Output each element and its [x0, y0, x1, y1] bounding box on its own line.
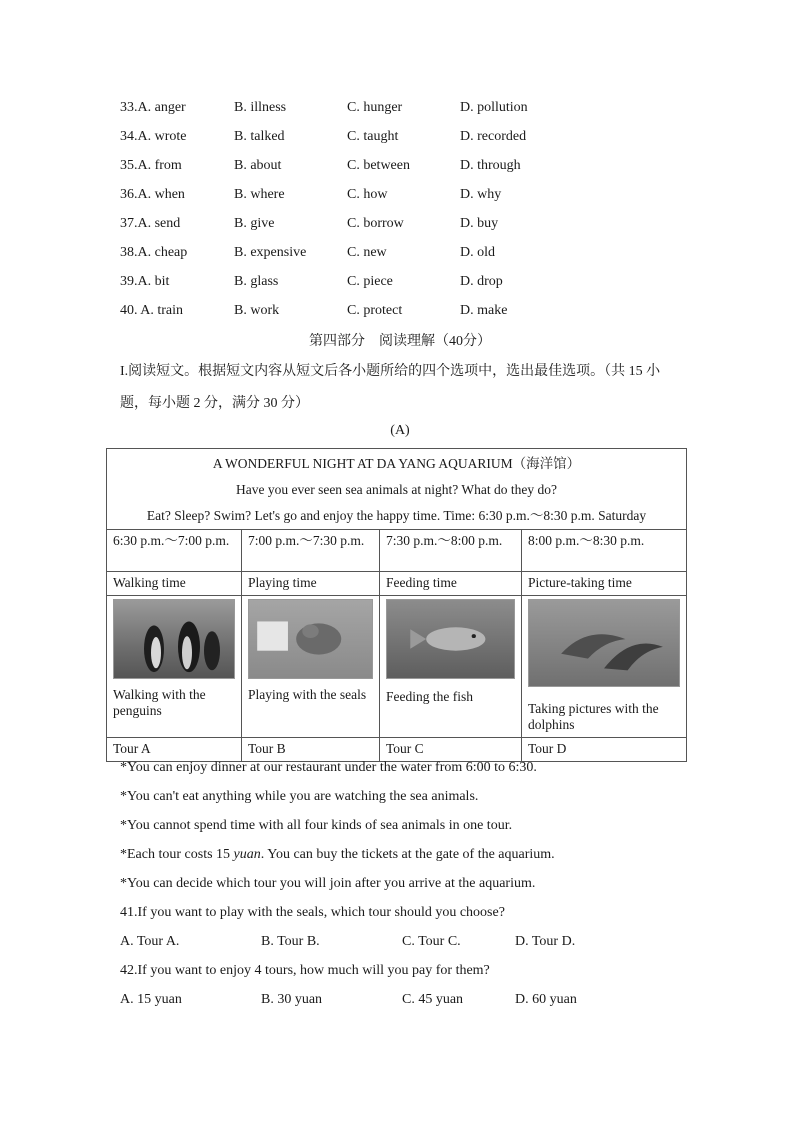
option-c: C. how [347, 187, 388, 202]
question-option: D. Tour D. [515, 934, 576, 949]
photo-caption: Taking pictures with the dolphins [528, 701, 659, 732]
instructions-line-1: I.阅读短文。根据短文内容从短文后各小题所给的四个选项中，选出最佳选项。（共 15 小 [120, 364, 661, 379]
tour-row [107, 738, 687, 762]
option-a: 35.A. from [120, 158, 182, 173]
tour-cell: Tour C [380, 738, 522, 762]
section-title: 第四部分 阅读理解（40分） [309, 334, 491, 349]
tour-cell: Tour D [522, 738, 687, 762]
option-c: C. new [347, 245, 387, 260]
note-cost [120, 847, 555, 863]
seal-icon [249, 600, 372, 678]
option-c: C. hunger [347, 100, 403, 115]
option-c: C. protect [347, 303, 403, 318]
question-42-stem: 42.If you want to enjoy 4 tours, how much will you pay for them? [120, 963, 490, 978]
photo-cell [242, 596, 380, 738]
photo-row [107, 596, 687, 738]
option-a: 40. A. train [120, 303, 183, 318]
note-no-eating: *You can't eat anything while you are watching the sea animals. [120, 789, 479, 804]
photo-cell [107, 596, 242, 738]
question-option: A. 15 yuan [120, 992, 182, 1007]
instructions-line-2: 题，每小题 2 分，满分 30 分） [120, 396, 309, 411]
activity-cell: Feeding time [380, 572, 522, 596]
option-b: B. glass [234, 274, 279, 289]
option-c: C. taught [347, 129, 399, 144]
option-b: B. expensive [234, 245, 307, 260]
fish-photo [386, 599, 515, 679]
activity-row [107, 572, 687, 596]
note-decide: *You can decide which tour you will join after you arrive at the aquarium. [120, 876, 536, 891]
option-a: 34.A. wrote [120, 129, 187, 144]
option-d: D. recorded [460, 129, 527, 144]
note-cost-before: *Each tour costs 15 [120, 847, 234, 862]
tour-cell: Tour A [107, 738, 242, 762]
fish-icon [387, 600, 514, 678]
time-cell: 7:00 p.m.～7:30 p.m. [242, 530, 380, 572]
table-title: A WONDERFUL NIGHT AT DA YANG AQUARIUM（海洋馆） [212, 456, 581, 471]
photo-cell [380, 596, 522, 738]
penguin-icon [114, 600, 234, 678]
option-c: C. between [347, 158, 410, 173]
question-option: B. 30 yuan [261, 992, 323, 1007]
option-b: B. illness [234, 100, 287, 115]
question-option: C. 45 yuan [402, 992, 464, 1007]
note-cost-after: . You can buy the tickets at the gate of the aquarium. [260, 847, 555, 862]
time-row [107, 530, 687, 572]
photo-caption: Feeding the fish [386, 689, 473, 704]
option-d: D. why [460, 187, 502, 202]
activity-cell: Picture-taking time [522, 572, 687, 596]
note-cost-currency: yuan [233, 847, 261, 862]
table-intro: Eat? Sleep? Swim? Let's go and enjoy the happy time. Time: 6:30 p.m.～8:30 p.m. Saturday [146, 508, 647, 523]
seals-photo [248, 599, 373, 679]
option-a: 39.A. bit [120, 274, 170, 289]
tour-cell: Tour B [242, 738, 380, 762]
time-cell: 8:00 p.m.～8:30 p.m. [522, 530, 687, 572]
question-option: C. Tour C. [402, 934, 461, 949]
penguins-photo [113, 599, 235, 679]
table-header [107, 449, 687, 530]
dolphin-icon [529, 600, 679, 686]
photo-caption: Playing with the seals [248, 687, 367, 702]
option-b: B. about [234, 158, 282, 173]
option-d: D. make [460, 303, 508, 318]
question-option: D. 60 yuan [515, 992, 577, 1007]
dolphins-photo [528, 599, 680, 687]
activity-cell: Playing time [242, 572, 380, 596]
passage-label: (A) [390, 423, 410, 438]
option-b: B. work [234, 303, 280, 318]
note-one-tour: *You cannot spend time with all four kinds of sea animals in one tour. [120, 818, 513, 833]
option-b: B. talked [234, 129, 285, 144]
photo-cell [522, 596, 687, 738]
activity-cell: Walking time [107, 572, 242, 596]
option-a: 33.A. anger [120, 100, 186, 115]
time-cell: 7:30 p.m.～8:00 p.m. [380, 530, 522, 572]
option-d: D. old [460, 245, 495, 260]
option-a: 37.A. send [120, 216, 181, 231]
option-d: D. pollution [460, 100, 528, 115]
option-a: 38.A. cheap [120, 245, 188, 260]
time-cell: 6:30 p.m.～7:00 p.m. [107, 530, 242, 572]
note-dinner: *You can enjoy dinner at our restaurant under the water from 6:00 to 6:30. [120, 760, 537, 775]
aquarium-tour-table [106, 448, 687, 762]
option-a: 36.A. when [120, 187, 185, 202]
question-option: B. Tour B. [261, 934, 320, 949]
option-b: B. give [234, 216, 275, 231]
photo-caption: Walking with the penguins [113, 687, 206, 718]
option-b: B. where [234, 187, 285, 202]
option-c: C. piece [347, 274, 393, 289]
option-d: D. buy [460, 216, 499, 231]
option-d: D. drop [460, 274, 503, 289]
table-subtitle: Have you ever seen sea animals at night? What do they do? [235, 482, 557, 497]
option-d: D. through [460, 158, 521, 173]
question-option: A. Tour A. [120, 934, 180, 949]
question-41-stem: 41.If you want to play with the seals, which tour should you choose? [120, 905, 505, 920]
option-c: C. borrow [347, 216, 404, 231]
